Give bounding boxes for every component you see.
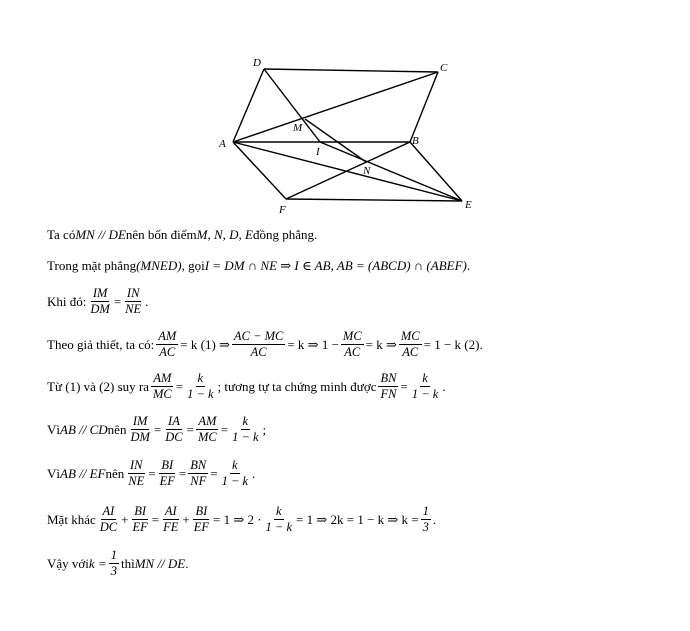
label-C: C bbox=[440, 62, 448, 74]
fraction: $\frac{MC}{AC}$ bbox=[342, 329, 362, 360]
line-8: Mặt khác $\frac{AI}{DC}$ + $\frac{BI}{EF}$ = $\frac{AI}{FE}$ + $\frac{BI}{EF}$ = 1 ⇒ 2 · $\frac{k}{1 - k}$ = 1 ⇒ 2k = 1 − k ⇒ k = $\frac{1}{3}$ . bbox=[47, 504, 437, 535]
fraction: $\frac{IN}{NE}$ bbox=[128, 458, 145, 489]
label-I: I bbox=[316, 146, 320, 158]
fraction: $\frac{AI}{FE}$ bbox=[163, 504, 179, 535]
line-9: Vậy với k = $\frac{1}{3}$ thì MN // DE . bbox=[47, 548, 189, 579]
edge-CB bbox=[410, 72, 438, 142]
diagonal-FB bbox=[286, 142, 410, 199]
line-5: Từ (1) và (2) suy ra $\frac{AM}{MC}$ = $\frac{k}{1 - k}$ ; tương tự ta chứng minh được $\frac{BN}{FN}$ = $\frac{k}{1 - k}$ . bbox=[47, 371, 446, 402]
segment-MN bbox=[305, 119, 366, 162]
line-3: Khi đó: $\frac{IM}{DM}$ = $\frac{IN}{NE}$ . bbox=[47, 286, 149, 317]
fraction: $\frac{k}{1 - k}$ bbox=[221, 458, 249, 489]
fraction: $\frac{k}{1 - k}$ bbox=[187, 371, 214, 402]
fraction: $\frac{IM}{DM}$ bbox=[90, 286, 110, 317]
edge-AF bbox=[233, 142, 286, 199]
fraction: $\frac{k}{1 - k}$ bbox=[232, 414, 259, 445]
label-F: F bbox=[279, 204, 286, 216]
label-A: A bbox=[219, 138, 226, 150]
fraction: $\frac{IN}{NE}$ bbox=[125, 286, 142, 317]
fraction: $\frac{IM}{DM}$ bbox=[130, 414, 150, 445]
line-4: Theo giả thiết, ta có: $\frac{AM}{AC}$ = k (1) ⇒ $\frac{AC - MC}{AC}$ = k ⇒ 1 − $\frac{MC}{AC}$ = k ⇒ $\frac{MC}{AC}$ = 1 − k (2). bbox=[47, 329, 483, 360]
fraction: $\frac{BN}{NF}$ bbox=[190, 458, 207, 489]
fraction: $\frac{MC}{AC}$ bbox=[400, 329, 420, 360]
line-2: Trong mặt phẳng (MNED) , gọi I = DM ∩ NE ⇒ I ∈ AB, AB = (ABCD) ∩ (ABEF) . bbox=[47, 258, 471, 273]
label-B: B bbox=[412, 135, 419, 147]
fraction: $\frac{BI}{EF}$ bbox=[159, 458, 175, 489]
line-1: Ta có MN // DE nên bốn điểm M, N, D, E đồng phẳng. bbox=[47, 227, 318, 242]
label-M: M bbox=[293, 122, 303, 134]
fraction: $\frac{AM}{MC}$ bbox=[197, 414, 217, 445]
edge-DC bbox=[264, 69, 438, 72]
label-E: E bbox=[465, 199, 472, 211]
fraction: $\frac{BN}{FN}$ bbox=[380, 371, 397, 402]
edge-DA bbox=[233, 69, 264, 142]
fraction: $\frac{AI}{DC}$ bbox=[99, 504, 118, 535]
fraction: $\frac{BI}{EF}$ bbox=[132, 504, 148, 535]
fraction: $\frac{IA}{DC}$ bbox=[165, 414, 183, 445]
label-D: D bbox=[253, 57, 261, 69]
segment-DI bbox=[264, 69, 320, 142]
label-N: N bbox=[363, 165, 371, 177]
edge-BE bbox=[410, 142, 462, 201]
fraction: $\frac{AM}{AC}$ bbox=[158, 329, 177, 360]
edge-FE bbox=[286, 199, 462, 201]
fraction: $\frac{AM}{MC}$ bbox=[152, 371, 172, 402]
geometry-figure bbox=[0, 0, 690, 225]
fraction: $\frac{AC - MC}{AC}$ bbox=[233, 329, 284, 360]
diagonal-AC bbox=[233, 72, 438, 142]
fraction: $\frac{1}{3}$ bbox=[110, 548, 117, 579]
fraction: $\frac{k}{1 - k}$ bbox=[411, 371, 439, 402]
fraction: $\frac{k}{1 - k}$ bbox=[265, 504, 293, 535]
fraction: $\frac{BI}{EF}$ bbox=[193, 504, 209, 535]
line-6: Vì AB // CD nên $\frac{IM}{DM}$ = $\frac{IA}{DC}$ = $\frac{AM}{MC}$ = $\frac{k}{1 - k}$ ; bbox=[47, 414, 267, 445]
fraction: $\frac{1}{3}$ bbox=[422, 504, 429, 535]
line-7: Vì AB // EF nên $\frac{IN}{NE}$ = $\frac{BI}{EF}$ = $\frac{BN}{NF}$ = $\frac{k}{1 - k}$ . bbox=[47, 458, 256, 489]
